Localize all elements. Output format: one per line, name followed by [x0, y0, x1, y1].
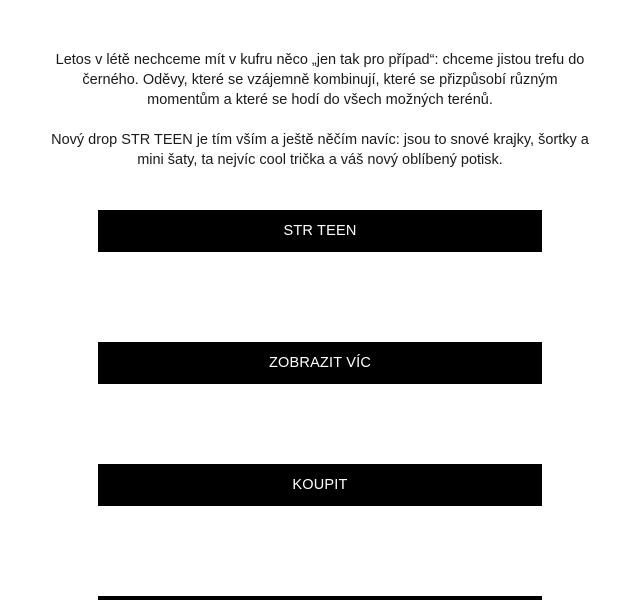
intro-paragraph-1: Letos v létě nechceme mít v kufru něco „jen tak pro případ“: chceme jistou trefu do černého. Oděvy, které se vzájemně kombinují, které se přizpůsobí různým momentům a které se hodí do všech možných terénů. — [55, 52, 585, 108]
buy-button-label: KOUPIT — [292, 477, 348, 493]
str-teen-button[interactable] — [98, 210, 542, 252]
show-more-button[interactable] — [98, 342, 542, 384]
show-more-button-label: ZOBRAZIT VÍC — [268, 355, 372, 371]
str-teen-button-label: STR TEEN — [283, 223, 357, 239]
next-button[interactable] — [98, 596, 542, 600]
intro-paragraph-2: Nový drop STR TEEN je tím vším a ještě něčím navíc: jsou to snové krajky, šortky a mini šaty, ta nejvíc cool trička a váš nový oblíbený potisk. — [51, 132, 589, 168]
buy-button[interactable] — [98, 464, 542, 506]
